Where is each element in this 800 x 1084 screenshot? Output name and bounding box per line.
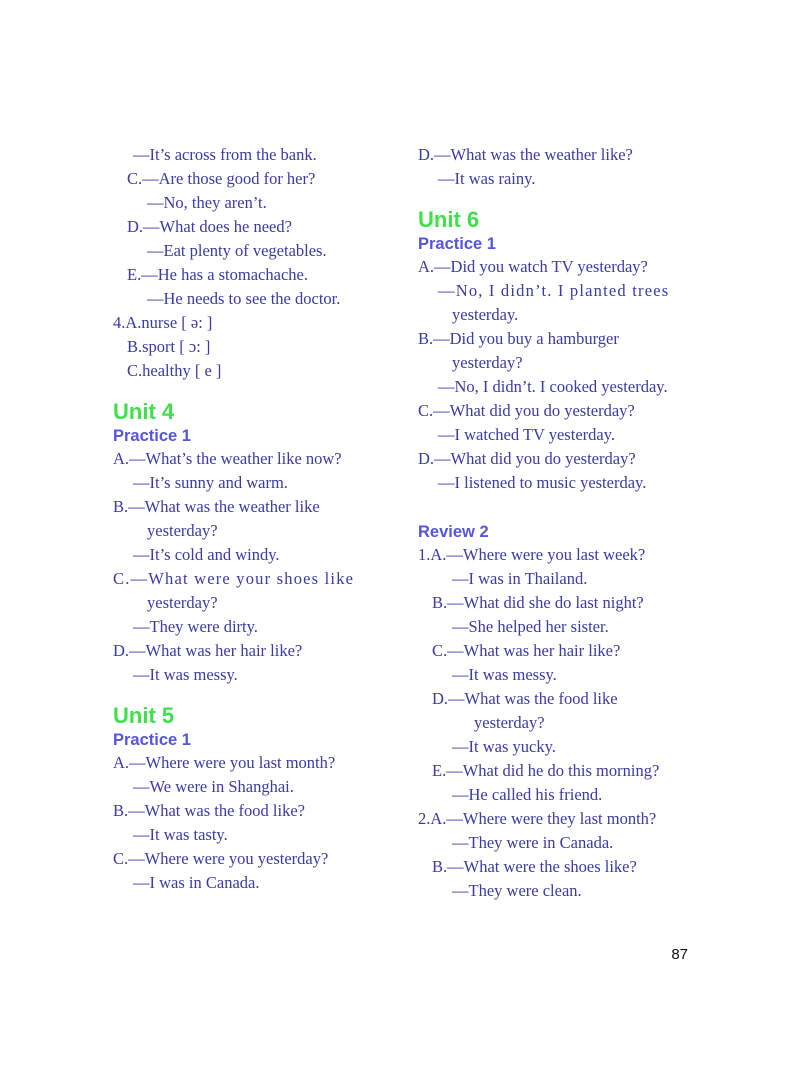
answer-line: C.—Are those good for her?: [127, 169, 316, 188]
answer-line: yesterday?: [474, 713, 545, 732]
answer-line: —I was in Canada.: [133, 873, 260, 892]
answer-line: yesterday?: [147, 521, 218, 540]
unit-5-practice-heading: Practice 1: [113, 731, 191, 749]
answer-line: —It was messy.: [452, 665, 557, 684]
answer-line: A.—Where were you last month?: [113, 753, 336, 772]
answer-line: 2.A.—Where were they last month?: [418, 809, 657, 828]
answer-line: B.—What were the shoes like?: [432, 857, 637, 876]
unit-6-heading: Unit 6: [418, 207, 480, 232]
review-2-heading: Review 2: [418, 523, 489, 541]
unit-5-heading: Unit 5: [113, 703, 175, 728]
answer-line: —It’s sunny and warm.: [133, 473, 288, 492]
answer-line: —They were dirty.: [133, 617, 258, 636]
answer-line: D.—What was her hair like?: [113, 641, 303, 660]
answer-line: —It was messy.: [133, 665, 238, 684]
answer-line: —She helped her sister.: [452, 617, 609, 636]
answer-line: B.—What was the weather like: [113, 497, 320, 516]
answer-line: B.—What was the food like?: [113, 801, 305, 820]
answer-line: C.healthy [ e ]: [127, 361, 222, 380]
answer-line: —They were in Canada.: [452, 833, 614, 852]
answer-line: A.—Did you watch TV yesterday?: [418, 257, 648, 276]
answer-line: —It was rainy.: [438, 169, 536, 188]
answer-line: —They were clean.: [452, 881, 582, 900]
answer-line: A.—What’s the weather like now?: [113, 449, 342, 468]
answer-line: —I listened to music yesterday.: [438, 473, 647, 492]
answer-line: —He called his friend.: [452, 785, 603, 804]
answer-line: —It’s cold and windy.: [133, 545, 280, 564]
answer-line: C.—What were your shoes like: [113, 569, 355, 588]
answer-line: yesterday?: [452, 353, 523, 372]
answer-line: B.—Did you buy a hamburger: [418, 329, 619, 348]
unit-4-heading: Unit 4: [113, 399, 175, 424]
answer-line: D.—What was the weather like?: [418, 145, 633, 164]
answer-line: E.—What did he do this morning?: [432, 761, 660, 780]
answer-line: E.—He has a stomachache.: [127, 265, 308, 284]
answer-line: —It’s across from the bank.: [133, 145, 317, 164]
answer-line: yesterday.: [452, 305, 519, 324]
answer-line: —I watched TV yesterday.: [438, 425, 616, 444]
page-number: 87: [671, 946, 688, 963]
answer-line: —No, I didn’t. I planted trees: [438, 281, 670, 300]
answer-line: —It was tasty.: [133, 825, 228, 844]
answer-line: D.—What was the food like: [432, 689, 618, 708]
answer-line: —No, I didn’t. I cooked yesterday.: [438, 377, 668, 396]
answer-line: —We were in Shanghai.: [133, 777, 294, 796]
answer-line: —No, they aren’t.: [147, 193, 267, 212]
answer-line: —Eat plenty of vegetables.: [147, 241, 327, 260]
answer-line: —It was yucky.: [452, 737, 556, 756]
answer-line: C.—What was her hair like?: [432, 641, 621, 660]
left-column: [113, 143, 403, 895]
answer-line: D.—What did you do yesterday?: [418, 449, 636, 468]
answer-line: —I was in Thailand.: [452, 569, 588, 588]
answer-line: C.—What did you do yesterday?: [418, 401, 635, 420]
unit-6-practice-heading: Practice 1: [418, 235, 496, 253]
answer-line: D.—What does he need?: [127, 217, 292, 236]
answer-line: B.sport [ ɔ: ]: [127, 337, 211, 356]
answer-line: B.—What did she do last night?: [432, 593, 644, 612]
answer-line: 4.A.nurse [ ə: ]: [113, 313, 213, 332]
answer-line: yesterday?: [147, 593, 218, 612]
answer-line: C.—Where were you yesterday?: [113, 849, 329, 868]
answer-line: 1.A.—Where were you last week?: [418, 545, 646, 564]
answer-line: —He needs to see the doctor.: [147, 289, 341, 308]
right-column: [418, 143, 708, 903]
unit-4-practice-heading: Practice 1: [113, 427, 191, 445]
